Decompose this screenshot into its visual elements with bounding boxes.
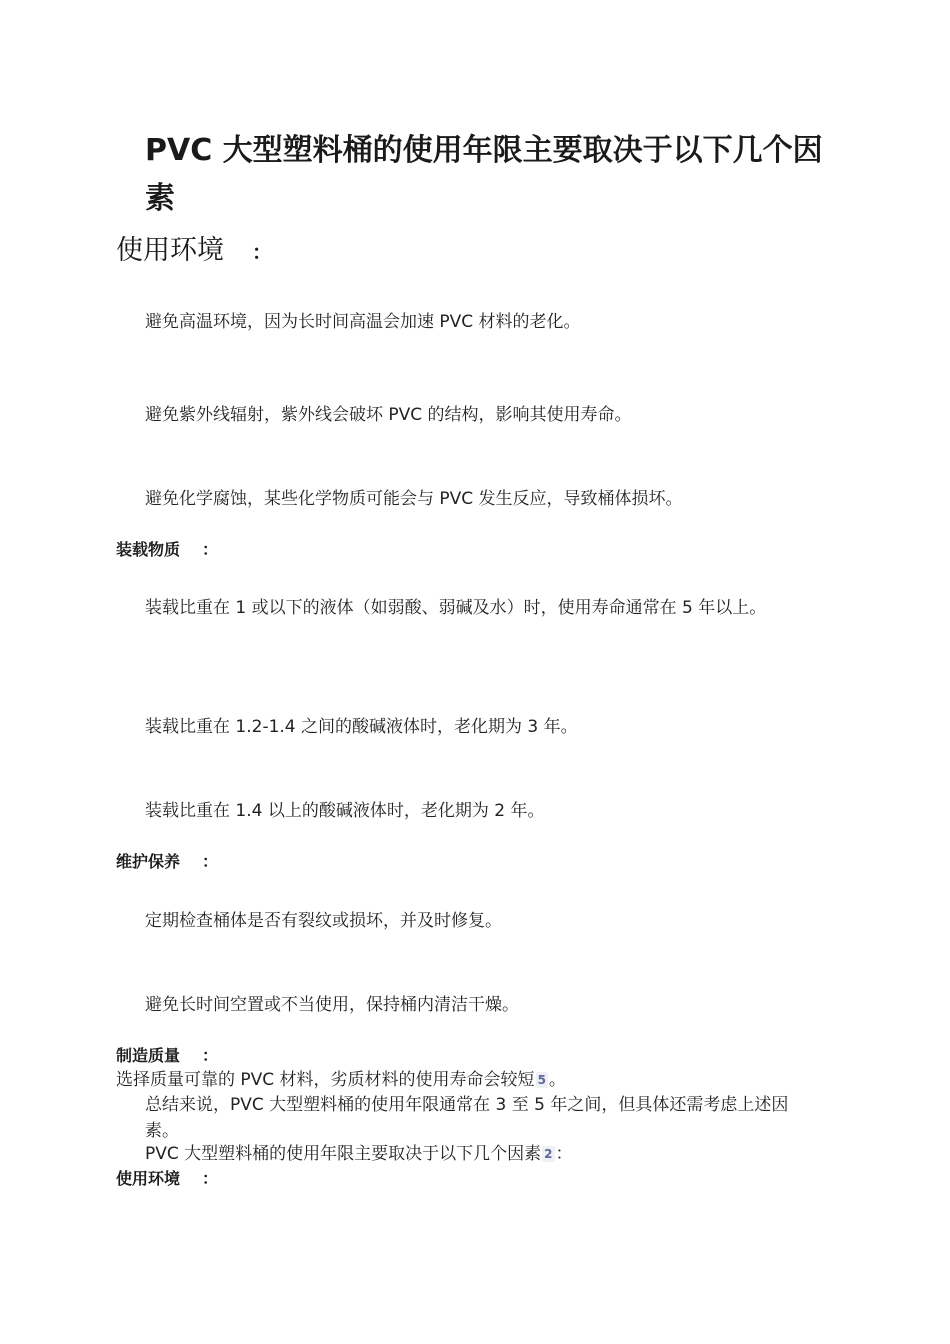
section-heading-quality [116,1045,218,1067]
heading-text: 使用环境 [116,235,224,266]
section-heading-load [116,539,218,561]
section-heading-maintenance [116,851,218,873]
quality-end: 。 [548,1070,566,1090]
quality-sentence: 选择质量可靠的 PVC 材料，劣质材料的使用寿命会较短 [116,1070,535,1090]
env-item-3: 避免化学腐蚀，某些化学物质可能会与 PVC 发生反应，导致桶体损坏。 [145,489,683,509]
load-item-2: 装载比重在 1.2-1.4 之间的酸碱液体时，老化期为 3 年。 [145,717,578,737]
heading-text: 制造质量 [116,1046,181,1065]
repeat-end: ： [555,1144,573,1164]
section-heading-environment-repeat [116,1168,218,1190]
heading-colon: ： [202,1169,219,1188]
maint-item-1: 定期检查桶体是否有裂纹或损坏，并及时修复。 [145,911,502,931]
env-item-2: 避免紫外线辐射，紫外线会破坏 PVC 的结构，影响其使用寿命。 [145,405,632,425]
heading-text: 装载物质 [116,540,181,559]
heading-colon: ： [202,852,219,871]
citation-badge[interactable]: 5 [537,1073,546,1087]
heading-colon: ： [202,1046,219,1065]
maint-item-2: 避免长时间空置或不当使用，保持桶内清洁干燥。 [145,995,519,1015]
heading-text: 维护保养 [116,852,181,871]
citation-badge[interactable]: 2 [544,1147,553,1161]
summary-paragraph: 总结来说，PVC 大型塑料桶的使用年限通常在 3 至 5 年之间，但具体还需考虑上述因素。 [145,1095,789,1141]
section-heading-environment [116,234,272,269]
repeat-intro [145,1141,573,1167]
env-item-1: 避免高温环境，因为长时间高温会加速 PVC 材料的老化。 [145,312,581,332]
repeat-sentence: PVC 大型塑料桶的使用年限主要取决于以下几个因素 [145,1144,542,1164]
heading-colon: ： [252,240,272,264]
load-item-1: 装载比重在 1 或以下的液体（如弱酸、弱碱及水）时，使用寿命通常在 5 年以上。 [145,598,767,618]
heading-colon: ： [202,540,219,559]
page-title: PVC 大型塑料桶的使用年限主要取决于以下几个因素 [145,133,823,216]
load-item-3: 装载比重在 1.4 以上的酸碱液体时，老化期为 2 年。 [145,801,545,821]
quality-text [116,1067,566,1093]
heading-text: 使用环境 [116,1169,181,1188]
